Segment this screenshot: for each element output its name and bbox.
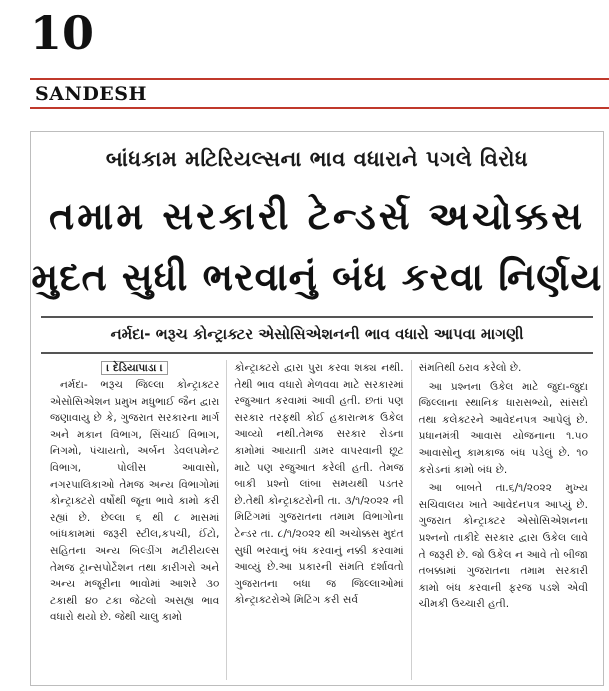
deck-subheadline: નર્મદા- ભરૂચ કોન્ટ્રાક્ટર એસોસિએશનની ભાવ વધારો આપવા માગણી: [110, 325, 524, 343]
dateline-text: દેડિયાપાડા: [113, 362, 157, 374]
header-rule-bottom: [30, 107, 609, 109]
body-column-2: [226, 360, 410, 680]
dateline: । દેડિયાપાડા ।: [50, 360, 219, 376]
paragraph: નર્મદા- ભરૂચ જિલ્લા કોન્ટ્રાક્ટર એસોસિએશન પ્રમુખ મધુભાઈ જૈન દ્વારા જણાવાયુ છે કે, ગુજરાત સરકારના માર્ગ અને મકાન વિભાગ, સિંચાઈ વિભાગ, નિગમો, પંચાયતો, અર્બન ડેવલપમેન્ટ વિભાગ, પોલીસ આવાસો, નગરપાલિકાઓ તેમજ અન્ય વિભાગોમાં કોન્ટ્રાક્ટરો વર્ષોથી જૂના ભાવે કામો કરી રહ્યાં છે. છેલ્લા ૬ થી ૮ માસમાં બાંધકામમાં જરૂરી સ્ટીલ,કપચી, ઈંટો, સહિતના અન્ય બિલ્ડીંગ મટીરીયલ્સ તેમજ ટ્રાન્સપોર્ટેશન તથા કારીગરો અને અન્ય મજૂરીના ભાવોમાં આશરે ૩૦ ટકાથી ૪૦ ટકા જેટલો અસહ્ય ભાવ વધારો થયો છે. જેથી ચાલુ કામો: [50, 379, 220, 624]
headline-line-1: તમામ સરકારી ટેન્ડર્સ અચોક્કસ: [49, 194, 585, 238]
headline-kicker: બાંધકામ મટિરિયલ્સના ભાવ વધારાને પગલે વિરોધ: [105, 147, 529, 171]
body-column-3: [411, 360, 595, 680]
header-rule-top: [30, 78, 609, 80]
article-body: [43, 360, 595, 680]
deck-bar: [41, 316, 593, 354]
page-number: 10: [30, 6, 95, 60]
paragraph: સંમતિથી ઠરાવ કરેલો છે.: [418, 362, 522, 374]
publication-name: SANDESH: [35, 83, 147, 105]
news-article: [30, 131, 604, 686]
paragraph: કોન્ટ્રાક્ટરો દ્વારા પુરા કરવા શક્ય નથી. તેથી ભાવ વધારો મેળવવા માટે સરકારમાં રજુઆત કરવામાં આવી હતી. છતાં પણ સરકાર તરફથી કોઈ હકારાત્મક ઉકેલ આવ્યો નથી.તેમજ સરકાર રોડના કામોમાં આયાતી ડામર વાપરવાની છૂટ માટે પણ રજુઆત કરેલી હતી. તેમજ બાકી પ્રશ્નો લાંબા સમયથી પડતર છે.તેથી કોન્ટ્રાક્ટરોની તા. ૩/૧/૨૦૨૨ ની મિટિંગમાં ગુજરાતના તમામ વિભાગોના ટેન્ડર તા. ૮/૧/૨૦૨૨ થી અચોક્કસ મુદત સુધી ભરવાનું બંધ કરવાનું નક્કી કરવામાં આવ્યું છે.આ પ્રકારની સંમતિ દર્શાવતો ગુજરાતના બધા જ જિલ્લાઓમાં કોન્ટ્રાક્ટરોએ મિટિંગ કરી સર્વ: [234, 362, 404, 607]
paragraph: આ પ્રશ્નના ઉકેલ માટે જુદા-જુદા જિલ્લાના સ્થાનિક ધારાસભ્યો, સાંસદો તથા કલેક્ટરને આવેદનપત્ર આપેલું છે. પ્રધાનમંત્રી આવાસ યોજનાના ૧.૫૦ આવાસોનુ કામકાજ બંધ પડેલું છે. ૧૦ કરોડનાં કામો બંધ છે.: [418, 380, 588, 476]
paragraph: આ બાબતે તા.૬/૧/૨૦૨૨ મુખ્ય સચિવાલય ખાતે આવેદનપત્ર આપ્યું છે. ગુજરાત કોન્ટ્રાક્ટર એસોસિએશનના પ્રશ્નનો તાકીદે સરકાર દ્વારા ઉકેલ લાવે તે જરૂરી છે. જો ઉકેલ ન આવે તો બીજા તબક્કામાં ગુજરાતના તમામ સરકારી કામો બંધ કરવાની ફરજ પડશે એવી ચીમકી ઉચ્ચારી હતી.: [418, 482, 588, 611]
headline-line-2: મુદત સુધી ભરવાનું બંધ કરવા નિર્ણય: [31, 255, 603, 299]
body-column-1: [43, 360, 226, 680]
